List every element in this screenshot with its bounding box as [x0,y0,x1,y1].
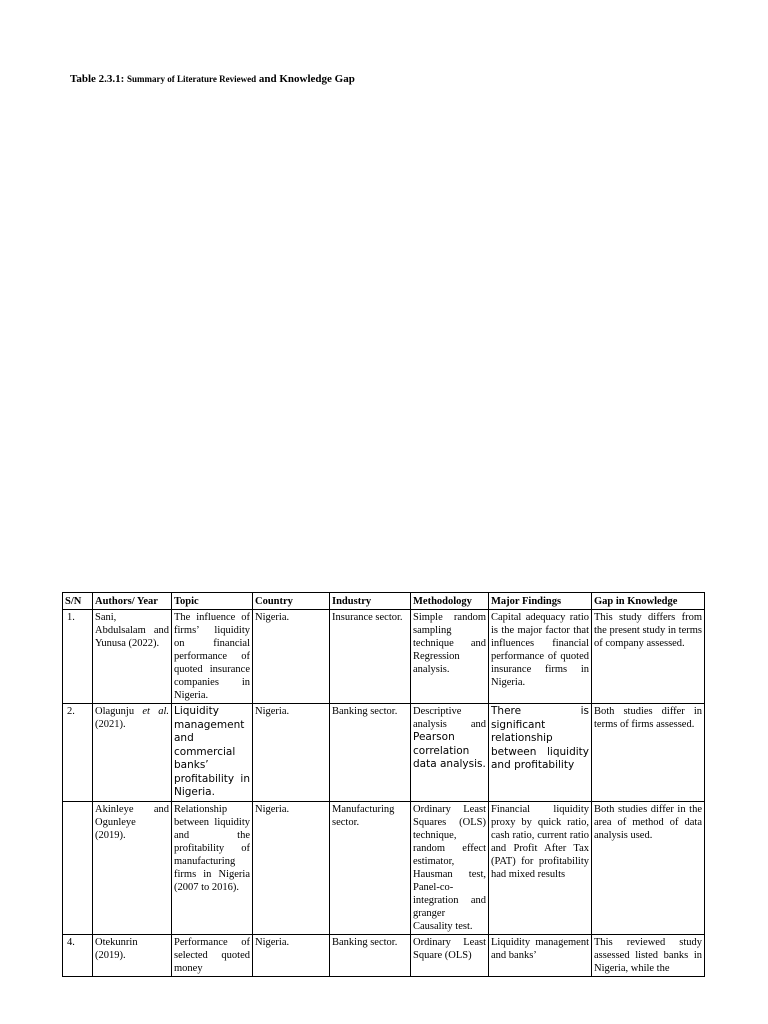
cell-topic: Performance of selected quoted money [172,934,253,976]
cell-industry: Banking sector. [330,934,411,976]
methodology-serif-part: Descriptive analysis and [413,706,486,730]
cell-findings: Capital adequacy ratio is the major factor that influences financial performance of quoted insurance firms in Nigeria. [489,610,592,704]
cell-gap: Both studies differ in the area of method of data analysis used. [592,801,705,934]
cell-industry: Insurance sector. [330,610,411,704]
header-industry: Industry [330,593,411,610]
table-row [63,610,705,704]
authors-main: Olagunju [95,706,143,717]
caption-suffix: and Knowledge Gap [256,73,355,85]
cell-authors: Sani, Abdulsalam and Yunusa (2022). [93,610,172,704]
header-sn: S/N [63,593,93,610]
authors-et-al: et al. [142,706,170,717]
cell-gap: This reviewed study assessed listed banks in Nigeria, while the [592,934,705,976]
cell-topic: Liquidity management and commercial banks’ profitability in Nigeria. [172,704,253,802]
header-gap: Gap in Knowledge [592,593,705,610]
cell-sn [63,801,93,934]
header-findings: Major Findings [489,593,592,610]
header-authors: Authors/ Year [93,593,172,610]
cell-authors: Akinleye and Ogunleye (2019). [93,801,172,934]
cell-industry: Manufacturing sector. [330,801,411,934]
cell-country: Nigeria. [253,610,330,704]
literature-review-table [62,592,705,977]
cell-country: Nigeria. [253,801,330,934]
cell-industry: Banking sector. [330,704,411,802]
cell-country: Nigeria. [253,704,330,802]
cell-authors: Otekunrin (2019). [93,934,172,976]
cell-methodology: Ordinary Least Square (OLS) [411,934,489,976]
table-row [63,934,705,976]
authors-year: (2021). [95,719,126,730]
cell-gap: Both studies differ in terms of firms assessed. [592,704,705,802]
cell-sn: 4. [63,934,93,976]
caption-middle: Summary of Literature Reviewed [127,74,257,84]
table-row [63,801,705,934]
header-methodology: Methodology [411,593,489,610]
header-country: Country [253,593,330,610]
cell-sn: 2. [63,704,93,802]
header-topic: Topic [172,593,253,610]
caption-prefix: Table 2.3.1: [70,73,128,85]
cell-methodology: Ordinary Least Squares (OLS) technique, random effect estimator, Hausman test, Panel-co-integration and granger Causality test. [411,801,489,934]
cell-topic: Relationship between liquidity and the profitability of manufacturing firms in Nigeria (2007 to 2016). [172,801,253,934]
table-row [63,704,705,802]
cell-gap: This study differs from the present study in terms of company assessed. [592,610,705,704]
table-caption [70,69,355,87]
cell-topic: The influence of firms’ liquidity on financial performance of quoted insurance companies in Nigeria. [172,610,253,704]
cell-findings: Liquidity management and banks’ [489,934,592,976]
cell-sn: 1. [63,610,93,704]
cell-authors [93,704,172,802]
methodology-sans-part: Pearson correlation data analysis. [413,731,486,770]
cell-methodology [411,704,489,802]
cell-country: Nigeria. [253,934,330,976]
cell-findings: Financial liquidity proxy by quick ratio, cash ratio, current ratio and Profit After Tax (PAT) for profitability had mixed results [489,801,592,934]
table-header-row [63,593,705,610]
cell-methodology: Simple random sampling technique and Regression analysis. [411,610,489,704]
cell-findings: There is significant relationship between liquidity and profitability [489,704,592,802]
